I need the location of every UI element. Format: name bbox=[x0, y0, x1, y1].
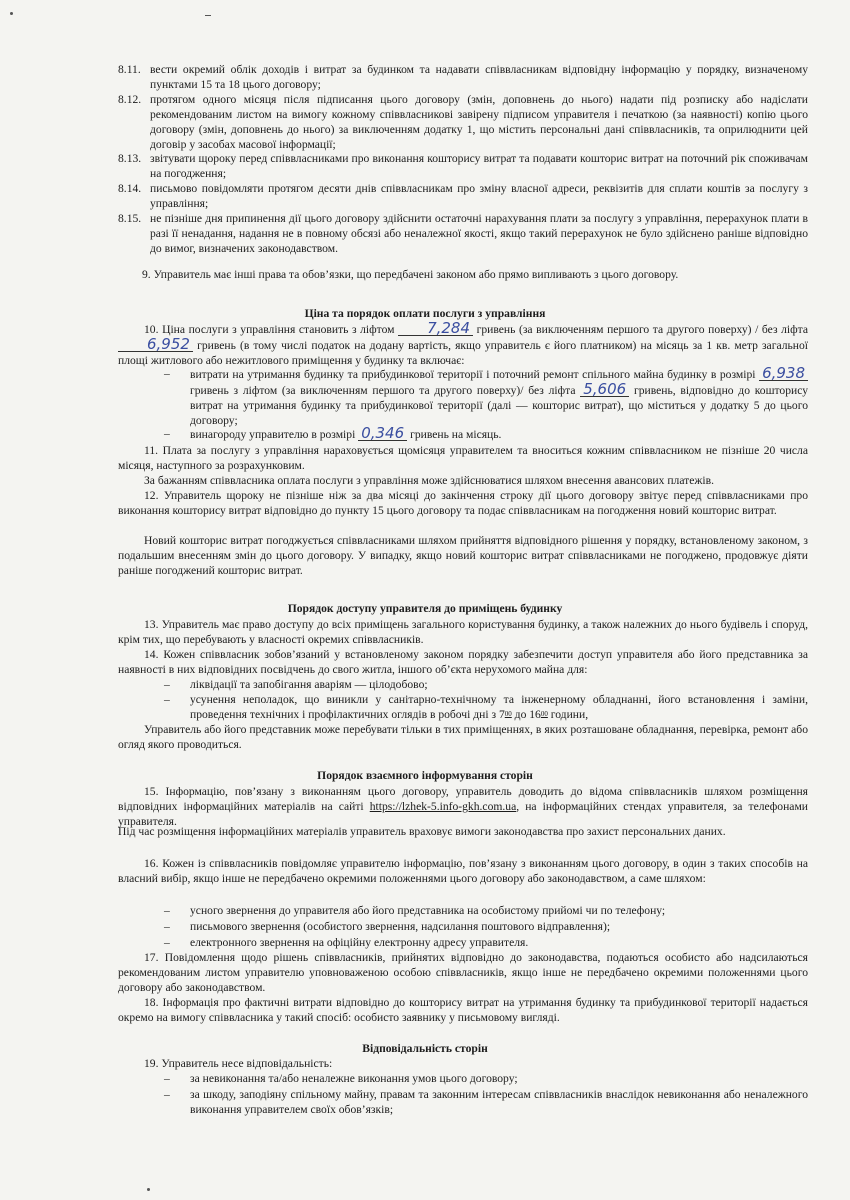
clause-8-11 bbox=[118, 62, 808, 92]
clause-number: 8.15. bbox=[118, 212, 142, 225]
clause-text: письмово повідомляти протягом десяти днів співвласникам про зміну власної адреси, реквізитів для сплати коштів за послугу з управління; bbox=[150, 182, 808, 210]
clause-16-item-electronic: – електронного звернення на офіційну електронну адресу управителя. bbox=[164, 936, 529, 949]
clause-text: звітувати щороку перед співвласниками про виконання кошторису витрат та подавати кошторис витрат на поточний рік споживачам на погодження; bbox=[150, 152, 808, 180]
clause-11: 11. Плата за послугу з управління нараховується щомісяця управителем та вноситься кожним співвласником не пізніше 20 числа місяця, наступного за розрахунковим. bbox=[118, 444, 808, 472]
clause-14: 14. Кожен співвласник зобов’язаний у встановленому законом порядку забезпечити доступ управителя або його представника за наявності в них відповідних посвідчень до свого житла, іншого об’єкта нерухомого майна для: bbox=[118, 648, 808, 676]
section-heading-price: Ціна та порядок оплати послуги з управління bbox=[304, 307, 546, 320]
section-heading-responsibility: Відповідальність сторін bbox=[362, 1042, 488, 1055]
clause-18: 18. Інформація про фактичні витрати відповідно до кошторису витрат на утримання будинку та прибудинкової території надається окремо на вимогу співвласника у такий спосіб: особисто заявнику у письмовому вигляді. bbox=[118, 996, 808, 1024]
clause-12: 12. Управитель щороку не пізніше ніж за два місяці до закінчення строку дії цього договору звітує перед співвласниками про виконання кошторису витрат відповідно до пункту 15 цього договору та подає співвласникам на погодження новий кошторис витрат. bbox=[118, 489, 808, 517]
handwritten-maintenance-without-lift: 5,606 bbox=[580, 382, 629, 397]
clause-number: 8.12. bbox=[118, 93, 142, 106]
clause-15: 15. Інформацію, пов’язану з виконанням цього договору, управитель доводить до відома співвласників шляхом розміщення відповідних інформаційних матеріалів на сайті https://lzhek-5.info-gkh.com.ua, на інформаційних стендах управителя, за телефонами управителя. bbox=[118, 785, 808, 828]
clause-number: 8.11. bbox=[118, 63, 141, 76]
clause-text: не пізніше дня припинення дії цього договору здійснити остаточні нарахування плати за послугу з управління, перерахунок плати в разі її ненадання, надання не в повному обсязі або неналежної якості, якщо такий перерахунок не було здійснено раніше відповідно до вимог, визначених законодавством. bbox=[150, 212, 808, 255]
handwritten-maintenance-with-lift: 6,938 bbox=[759, 366, 808, 381]
clause-12-new-estimate: Новий кошторис витрат погоджується співвласниками шляхом прийняття відповідного рішення у порядку, встановленому законом, з подальшим внесенням змін до цього договору. У випадку, якщо новий кошторис витрат співвласниками не погоджено, продовжує діяти раніше погоджений кошторис витрат. bbox=[118, 534, 808, 577]
scan-speck bbox=[205, 15, 211, 16]
clause-16-item-written: – письмового звернення (особистого звернення, надсилання поштового відправлення); bbox=[164, 920, 611, 933]
clause-19-item-nonperformance: – за невиконання та/або неналежне виконання умов цього договору; bbox=[164, 1072, 518, 1085]
clause-text: протягом одного місяця після підписання цього договору (змін, доповнень до нього) надати під розписку або надіслати рекомендованим листом на вимогу кожному співвласникові завірену підписом управителя і печаткою (за наявності) копію цього договору (змін, доповнень до нього) за виключенням додатку 1, що містить персональні дані співвласників, та оприлюднити цей договір у засобах масової інформації; bbox=[150, 93, 808, 151]
clause-19-item-damage: – за шкоду, заподіяну спільному майну, правам та законним інтересам співвласників внаслідок невиконання або неналежного виконання управителем своїх обов’язків; bbox=[164, 1088, 808, 1116]
clause-13: 13. Управитель має право доступу до всіх приміщень загального користування будинку, а також належних до нього будівель і споруд, крім тих, що перебувають у власності окремих співвласників. bbox=[118, 618, 808, 646]
manager-website-link[interactable]: https://lzhek-5.info-gkh.com.ua bbox=[369, 800, 517, 813]
clause-8-15 bbox=[118, 211, 808, 256]
clause-16-item-oral: – усного звернення до управителя або його представника на особистому прийомі чи по телефону; bbox=[164, 904, 666, 917]
clause-11-advance: За бажанням співвласника оплата послуги з управління може здійснюватися шляхом внесення авансових платежів. bbox=[144, 474, 714, 487]
handwritten-manager-reward: 0,346 bbox=[358, 426, 407, 441]
clause-8-13 bbox=[118, 151, 808, 181]
handwritten-price-without-lift: 6,952 bbox=[118, 337, 193, 352]
clause-10-item-reward: – винагороду управителю в розмірі 0,346 гривень на місяць. bbox=[164, 424, 502, 442]
clause-8-12 bbox=[118, 92, 808, 152]
clause-14-limits: Управитель або його представник може перебувати тільки в тих приміщеннях, в яких розташоване обладнання, перевірка, ремонт або огляд якого проводиться. bbox=[118, 723, 808, 751]
clause-text: вести окремий облік доходів і витрат за будинком та надавати співвласникам відповідну інформацію у порядку, визначеному пунктами 15 та 18 цього договору; bbox=[150, 63, 808, 91]
scan-speck bbox=[147, 1188, 150, 1191]
clause-14-item-emergency: – ліквідації та запобігання аваріям — цілодобово; bbox=[164, 678, 428, 691]
clause-16: 16. Кожен із співвласників повідомляє управителю інформацію, пов’язану з виконанням цього договору, в один з таких способів на власний вибір, якщо інше не передбачено окремими положеннями цього договору або законодавством, а саме шляхом: bbox=[118, 857, 808, 885]
clause-9: 9. Управитель має інші права та обов’язки, що передбачені законом або прямо випливають з цього договору. bbox=[142, 268, 679, 281]
scan-speck bbox=[10, 12, 13, 15]
clause-8-14 bbox=[118, 181, 808, 211]
clause-14-item-repairs: – усунення неполадок, що виникли у санітарно-технічному та інженерному обладнанні, його встановлення і заміни, проведення технічних і профілактичних оглядів в робочі дні з $7^{00}$ до $16^{00}$ години, bbox=[164, 693, 808, 721]
clause-15-personal-data: Під час розміщення інформаційних матеріалів управитель враховує вимоги законодавства про захист персональних даних. bbox=[118, 825, 726, 838]
clause-10: 10. Ціна послуги з управління становить з ліфтом 7,284 гривень (за виключенням першого та другого поверху) / без ліфта 6,952 гривень (в тому числі податок на додану вартість, якщо управитель є його платником) на місяць за 1 кв. метр загальної площі житлового або нежитлового приміщення у будинку та включає: bbox=[118, 319, 808, 367]
clause-19: 19. Управитель несе відповідальність: bbox=[144, 1057, 333, 1070]
section-heading-information: Порядок взаємного інформування сторін bbox=[317, 769, 533, 782]
handwritten-price-with-lift: 7,284 bbox=[398, 321, 473, 336]
clause-number: 8.14. bbox=[118, 182, 142, 195]
section-heading-access: Порядок доступу управителя до приміщень будинку bbox=[287, 602, 563, 615]
clause-10-item-maintenance: – витрати на утримання будинку та прибудинкової території і поточний ремонт спільного майна будинку в розмірі 6,938 гривень з ліфтом (за виключенням першого та другого поверху)/ без ліфта 5,606 гривень, відповідно до кошторису витрат на утримання будинку та прибудинкової території (далі — кошторис витрат), що міститься у додатку 5 до цього договору; bbox=[164, 364, 809, 427]
clause-number: 8.13. bbox=[118, 152, 142, 165]
clause-17: 17. Повідомлення щодо рішень співвласників, прийнятих відповідно до законодавства, подаються особисто або надсилаються рекомендованим листом управителю уповноваженою особою співвласників, якщо інше не передбачено окремими положеннями цього договору або законодавством. bbox=[118, 951, 808, 994]
